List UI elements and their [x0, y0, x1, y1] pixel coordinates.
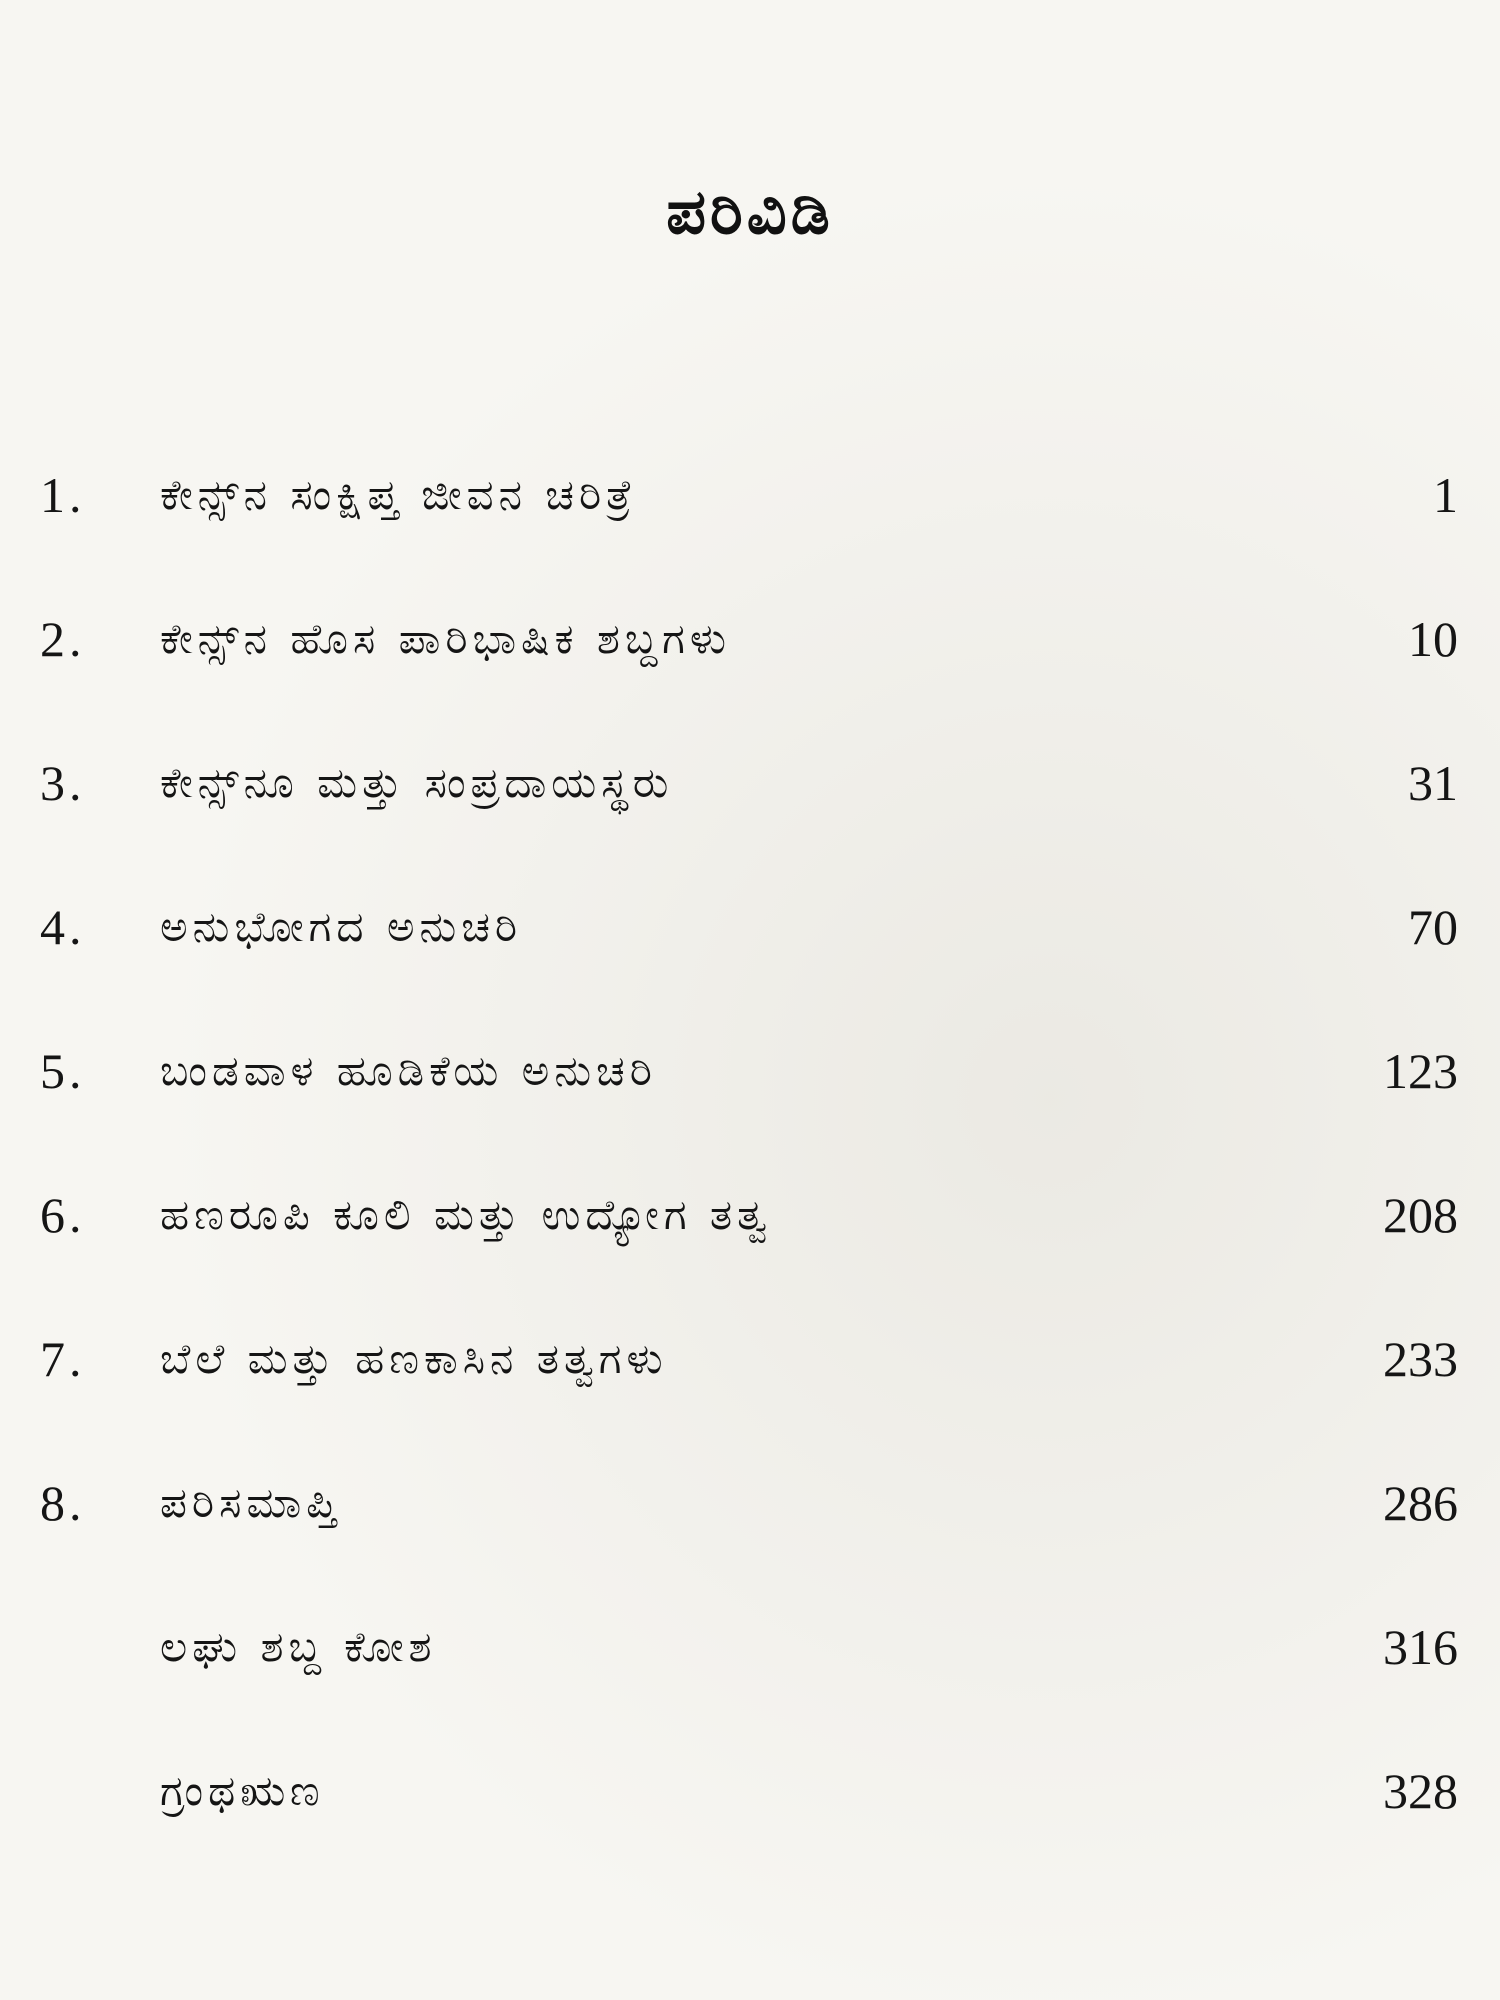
toc-entry-title: ಗ್ರಂಥಋಣ [160, 1766, 325, 1815]
toc-entry-number: 8. [40, 1475, 86, 1531]
toc-entry-page: 328 [1383, 1763, 1458, 1819]
toc-entry-number: 6. [40, 1187, 86, 1243]
toc-entry [0, 455, 1500, 535]
toc-entry-title: ಬಂಡವಾಳ ಹೂಡಿಕೆಯ ಅನುಚರಿ [160, 1046, 657, 1095]
toc-entry-page: 286 [1383, 1475, 1458, 1531]
toc-entry-page: 1 [1433, 467, 1458, 523]
toc-entry-page: 316 [1383, 1619, 1458, 1675]
toc-entry-number: 4. [40, 899, 86, 955]
toc-entry-number: 2. [40, 611, 86, 667]
toc-entry-number: 5. [40, 1043, 86, 1099]
toc-entry-page: 31 [1408, 755, 1458, 811]
toc-entry-title: ಕೇನ್ಸ್‌ನ ಸಂಕ್ಷಿಪ್ತ ಜೀವನ ಚರಿತ್ರೆ [160, 470, 637, 519]
toc-entry-page: 123 [1383, 1043, 1458, 1099]
toc-entry-page: 70 [1408, 899, 1458, 955]
toc-entry [0, 1319, 1500, 1399]
toc-entry [0, 887, 1500, 967]
toc-entry-number: 3. [40, 755, 86, 811]
toc-entry-number: 1. [40, 467, 86, 523]
toc-entry [0, 599, 1500, 679]
toc-entry-title: ಕೇನ್ಸ್‌ನ ಹೊಸ ಪಾರಿಭಾಷಿಕ ಶಬ್ದಗಳು [160, 614, 732, 663]
toc-entry-page: 233 [1383, 1331, 1458, 1387]
toc-entry [0, 1607, 1500, 1687]
toc-entry [0, 1463, 1500, 1543]
toc-entry [0, 743, 1500, 823]
toc-entry [0, 1031, 1500, 1111]
toc-entry-title: ಹಣರೂಪಿ ಕೂಲಿ ಮತ್ತು ಉದ್ಯೋಗ ತತ್ವ [160, 1190, 772, 1239]
page-title: ಪರಿವಿಡಿ [666, 175, 834, 248]
toc-entry-title: ಪರಿಸಮಾಪ್ತಿ [160, 1478, 342, 1527]
toc-entry-page: 10 [1408, 611, 1458, 667]
toc-entry-title: ಲಘು ಶಬ್ದ ಕೋಶ [160, 1622, 437, 1671]
toc-entry [0, 1175, 1500, 1255]
toc-entry-page: 208 [1383, 1187, 1458, 1243]
toc-entry-title: ಅನುಭೋಗದ ಅನುಚರಿ [160, 902, 523, 951]
toc-entry [0, 1751, 1500, 1831]
toc-entry-number: 7. [40, 1331, 86, 1387]
toc-entry-title: ಬೆಲೆ ಮತ್ತು ಹಣಕಾಸಿನ ತತ್ವಗಳು [160, 1334, 668, 1383]
toc-entry-title: ಕೇನ್ಸ್‌ನೂ ಮತ್ತು ಸಂಪ್ರದಾಯಸ್ಥರು [160, 758, 674, 807]
